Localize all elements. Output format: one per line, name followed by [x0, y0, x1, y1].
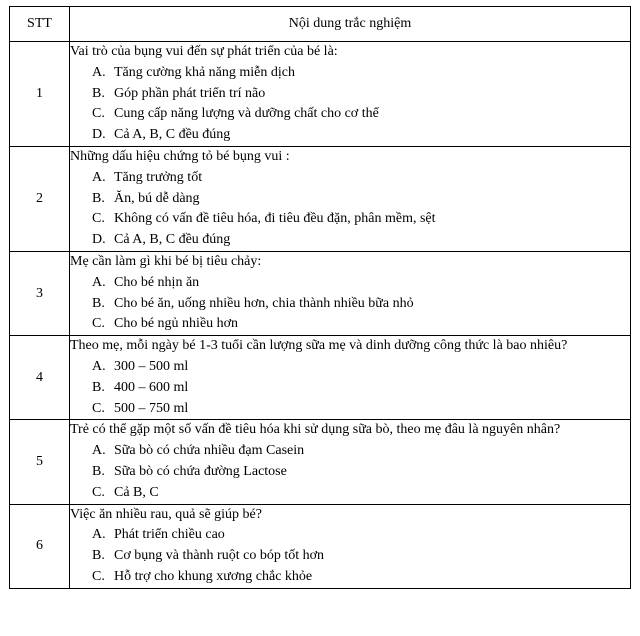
question-row [10, 504, 631, 588]
question-content [70, 251, 631, 335]
quiz-table [9, 6, 631, 589]
option-text: Hỗ trợ cho khung xương chắc khỏe [114, 568, 313, 584]
answer-option [70, 525, 630, 546]
option-letter: D. [92, 232, 106, 248]
question-content [70, 420, 631, 504]
question-row [10, 146, 631, 251]
question-content [70, 504, 631, 588]
option-text: 300 – 500 ml [114, 358, 189, 374]
question-number: 4 [10, 336, 70, 420]
question-row [10, 251, 631, 335]
option-letter: C. [92, 211, 105, 227]
question-number: 6 [10, 504, 70, 588]
answer-option [70, 168, 630, 189]
option-text: Cả B, C [114, 484, 159, 500]
option-text: Cơ bụng và thành ruột co bóp tốt hơn [114, 548, 325, 564]
option-letter: B. [92, 85, 105, 101]
option-text: 500 – 750 ml [114, 400, 189, 416]
question-content [70, 42, 631, 147]
answer-option [70, 230, 630, 251]
question-text: Vai trò của bụng vui đến sự phát triển của bé là: [70, 44, 338, 59]
option-text: Cả A, B, C đều đúng [114, 127, 231, 143]
answer-option [70, 462, 630, 483]
question-text: Mẹ cần làm gì khi bé bị tiêu chảy: [70, 253, 262, 269]
answer-option [70, 314, 630, 335]
header-content: Nội dung trắc nghiệm [70, 7, 631, 42]
answer-option [70, 441, 630, 462]
option-letter: A. [92, 527, 106, 543]
question-text: Theo mẹ, mỗi ngày bé 1-3 tuổi cần lượng sữa mẹ và dinh dưỡng công thức là bao nhiêu? [70, 338, 568, 354]
option-letter: C. [92, 484, 105, 500]
answer-option [70, 546, 630, 567]
option-text: Phát triển chiều cao [114, 527, 225, 543]
quiz-table-container [9, 6, 630, 589]
option-letter: D. [92, 127, 106, 143]
header-stt: STT [10, 7, 70, 42]
question-number: 3 [10, 251, 70, 335]
option-text: Góp phần phát triển trí não [114, 85, 266, 101]
option-text: Sữa bò có chứa đường Lactose [114, 463, 287, 479]
answer-option [70, 567, 630, 588]
option-letter: A. [92, 64, 106, 80]
question-number: 2 [10, 146, 70, 251]
question-number: 5 [10, 420, 70, 504]
question-row [10, 42, 631, 147]
option-text: Tăng trưởng tốt [114, 169, 203, 185]
answer-option [70, 104, 630, 125]
option-text: Cho bé ngủ nhiều hơn [114, 316, 239, 332]
option-letter: B. [92, 379, 105, 395]
option-text: Cung cấp năng lượng và dưỡng chất cho cơ thể [114, 106, 379, 122]
answer-option [70, 189, 630, 210]
question-text: Những dấu hiệu chứng tỏ bé bụng vui : [70, 148, 290, 164]
option-text: Sữa bò có chứa nhiều đạm Casein [114, 443, 305, 459]
question-content [70, 146, 631, 251]
answer-option [70, 483, 630, 504]
option-letter: C. [92, 106, 105, 122]
answer-option [70, 357, 630, 378]
question-content [70, 336, 631, 420]
question-text: Trẻ có thể gặp một số vấn đề tiêu hóa khi sử dụng sữa bò, theo mẹ đâu là nguyên nhân? [70, 422, 561, 438]
answer-option [70, 209, 630, 230]
option-letter: C. [92, 568, 105, 584]
answer-option [70, 63, 630, 84]
option-text: Cho bé ăn, uống nhiều hơn, chia thành nhiều bữa nhỏ [114, 295, 414, 311]
option-text: Ăn, bú dễ dàng [114, 190, 200, 206]
answer-option [70, 378, 630, 399]
option-letter: A. [92, 169, 106, 185]
option-text: Không có vấn đề tiêu hóa, đi tiêu đều đặn, phân mềm, sệt [114, 211, 436, 227]
option-letter: C. [92, 316, 105, 332]
question-number: 1 [10, 42, 70, 147]
question-row [10, 336, 631, 420]
answer-option [70, 399, 630, 420]
option-letter: B. [92, 548, 105, 564]
option-letter: A. [92, 358, 106, 374]
question-row [10, 420, 631, 504]
option-text: 400 – 600 ml [114, 379, 189, 395]
answer-option [70, 84, 630, 105]
option-text: Cho bé nhịn ăn [114, 274, 200, 290]
header-row [10, 7, 631, 42]
option-letter: B. [92, 295, 105, 311]
option-letter: A. [92, 274, 106, 290]
option-text: Cả A, B, C đều đúng [114, 232, 231, 248]
question-text: Việc ăn nhiều rau, quả sẽ giúp bé? [70, 506, 262, 522]
option-letter: B. [92, 190, 105, 206]
option-letter: B. [92, 463, 105, 479]
answer-option [70, 125, 630, 146]
answer-option [70, 273, 630, 294]
option-text: Tăng cường khả năng miễn dịch [114, 64, 295, 80]
answer-option [70, 294, 630, 315]
option-letter: C. [92, 400, 105, 416]
option-letter: A. [92, 443, 106, 459]
